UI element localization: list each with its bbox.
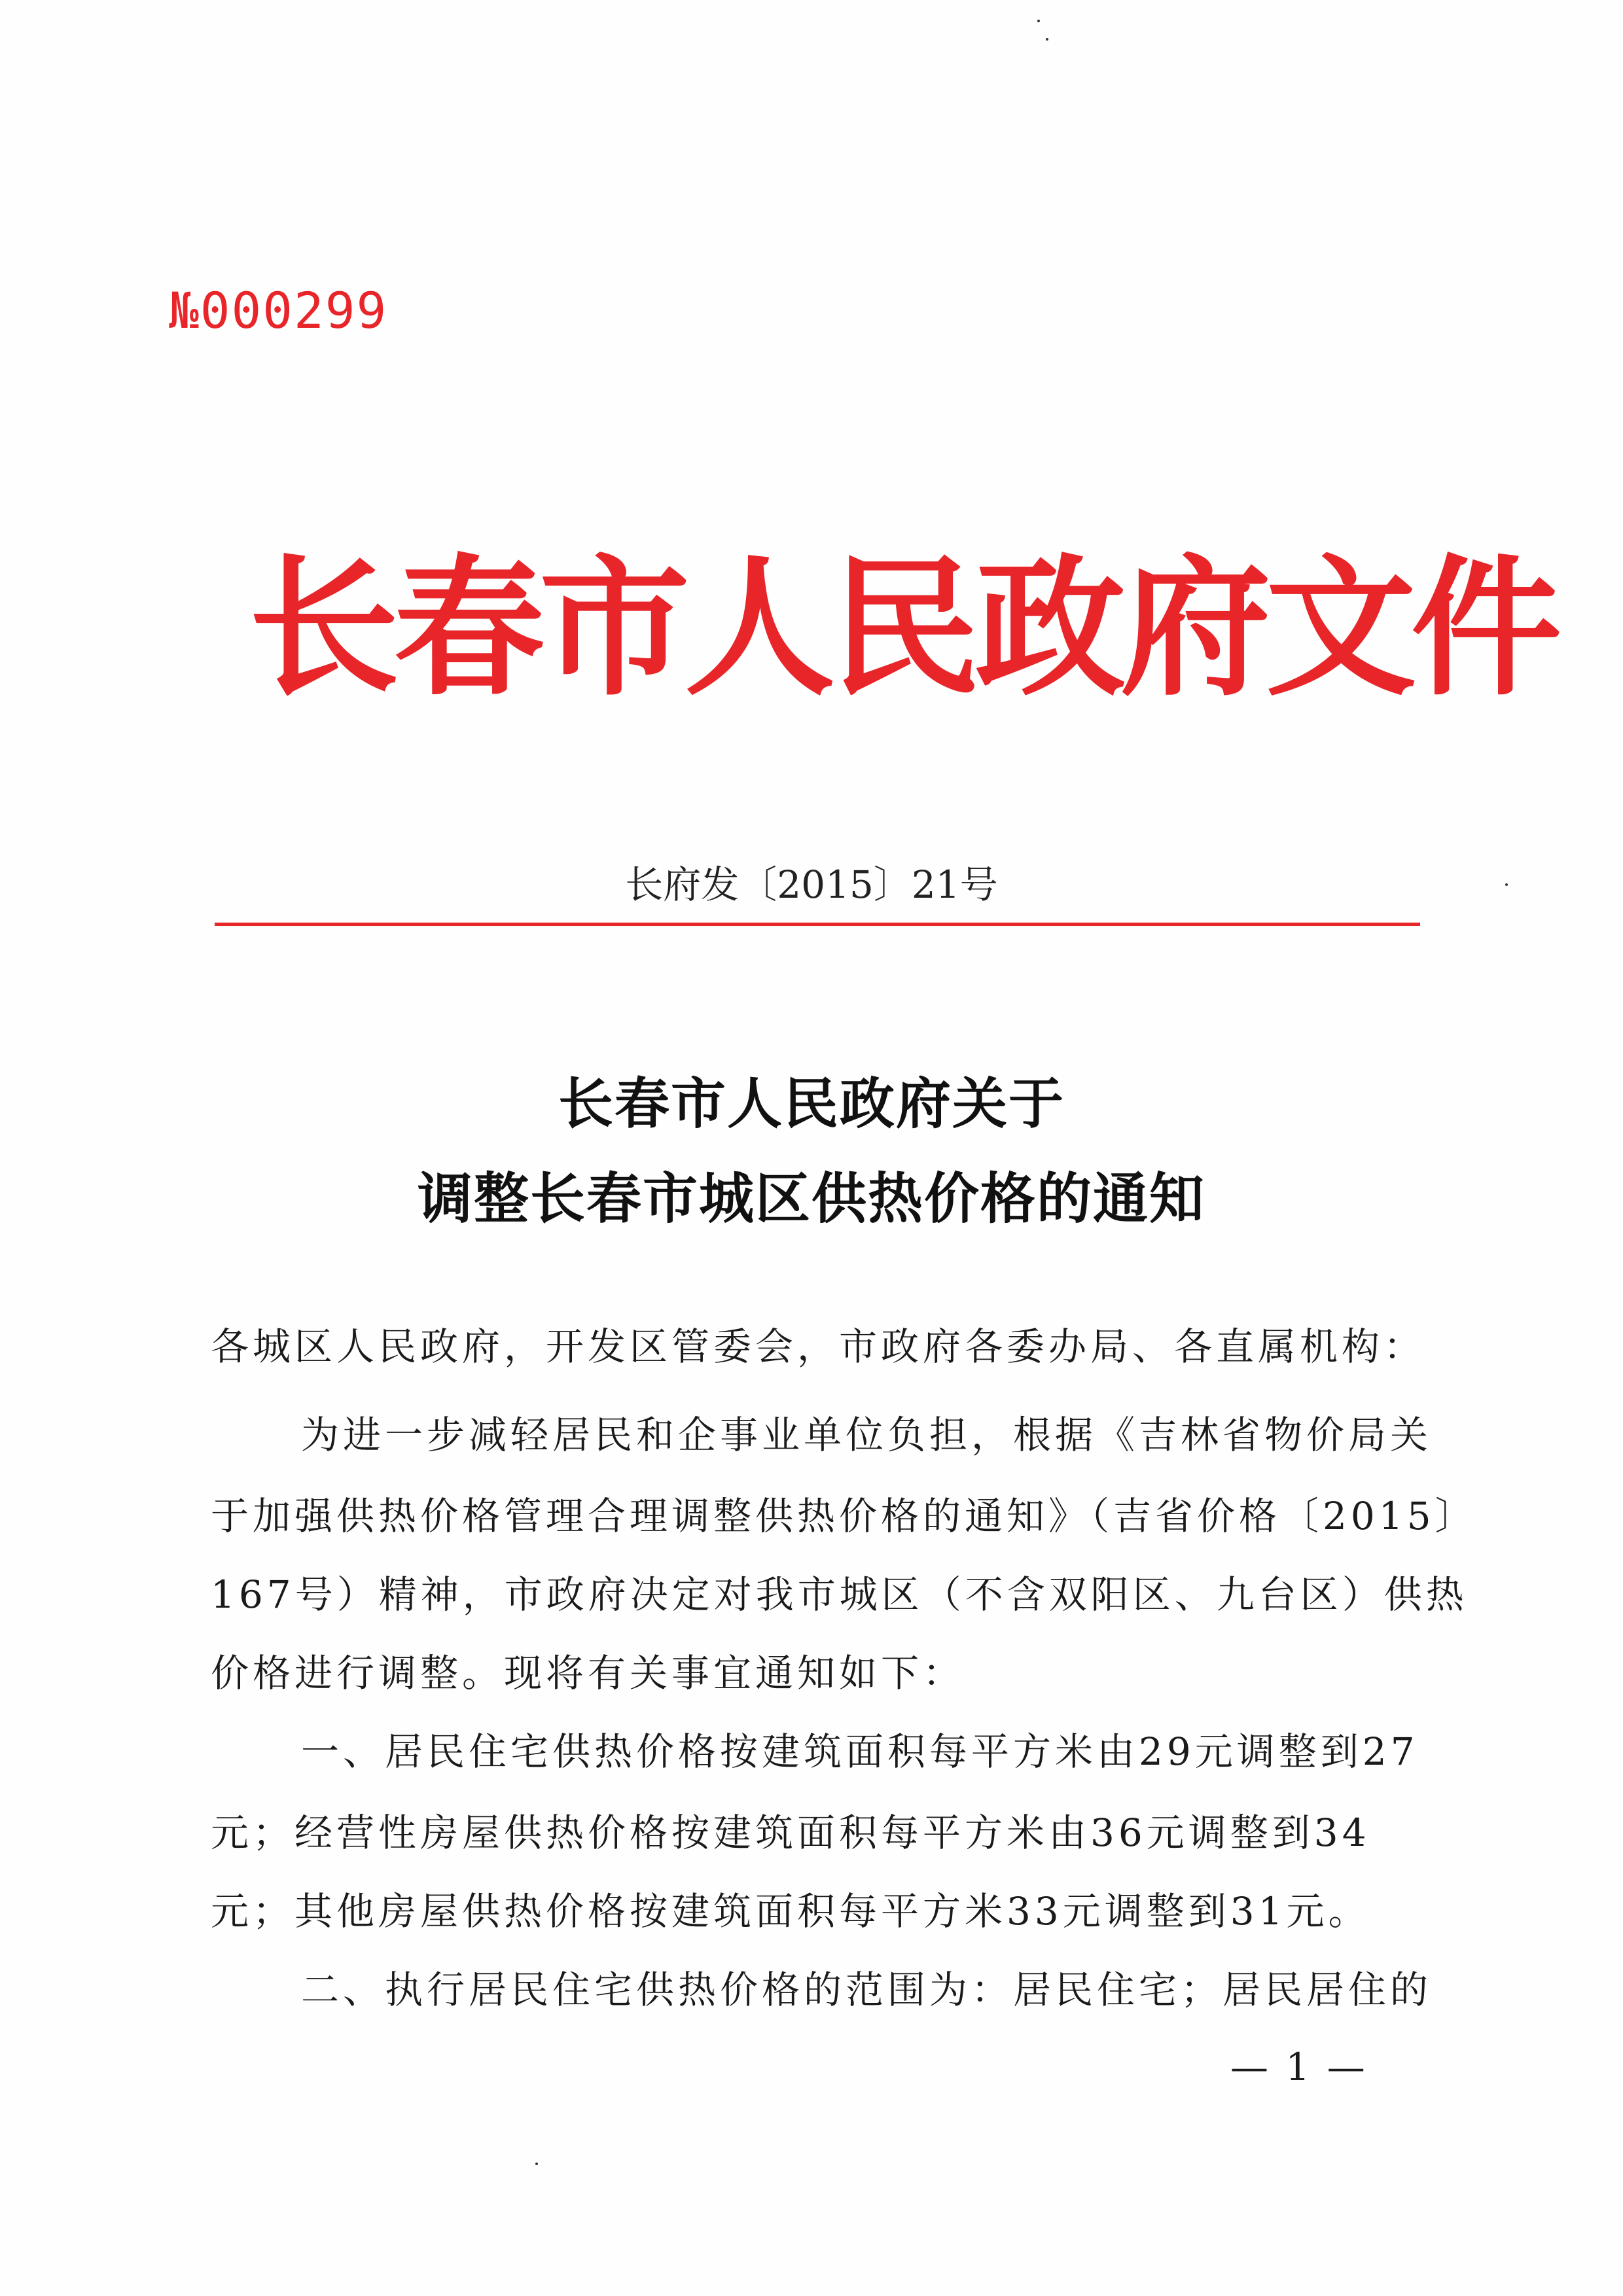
body-paragraph-line: 为进一步减轻居民和企事业单位负担，根据《吉林省物价局关 — [301, 1413, 1433, 1457]
document-title-line-1: 长春市人民政府关于 — [558, 1071, 1065, 1136]
scan-speck — [1046, 38, 1048, 41]
issuer-header-title: 长春市人民政府文件 — [249, 540, 1557, 716]
scan-speck — [1037, 20, 1040, 22]
red-divider-rule — [215, 923, 1420, 926]
page-number: — 1 — — [1230, 2045, 1368, 2089]
body-paragraph-line: 于加强供热价格管理合理调整供热价格的通知》（吉省价格〔2015〕 — [211, 1494, 1477, 1538]
body-paragraph-line: 167号）精神，市政府决定对我市城区（不含双阳区、九台区）供热 — [211, 1572, 1468, 1617]
scan-speck — [1505, 883, 1508, 886]
body-paragraph-line: 二、执行居民住宅供热价格的范围为：居民住宅；居民居住的 — [301, 1968, 1433, 2012]
serial-number: №000299 — [169, 281, 388, 340]
body-paragraph-line: 一、居民住宅供热价格按建筑面积每平方米由29元调整到27 — [301, 1729, 1419, 1774]
document-title-line-2: 调整长春市城区供热价格的通知 — [417, 1166, 1205, 1231]
body-recipients-line: 各城区人民政府，开发区管委会，市政府各委办局、各直属机构： — [211, 1324, 1426, 1369]
body-paragraph-line: 元；其他房屋供热价格按建筑面积每平方米33元调整到31元。 — [211, 1889, 1370, 1934]
scan-speck — [535, 2163, 538, 2165]
body-paragraph-line: 价格进行调整。现将有关事宜通知如下： — [211, 1651, 965, 1695]
body-paragraph-line: 元；经营性房屋供热价格按建筑面积每平方米由36元调整到34 — [211, 1810, 1370, 1855]
document-number: 长府发〔2015〕21号 — [625, 862, 998, 907]
